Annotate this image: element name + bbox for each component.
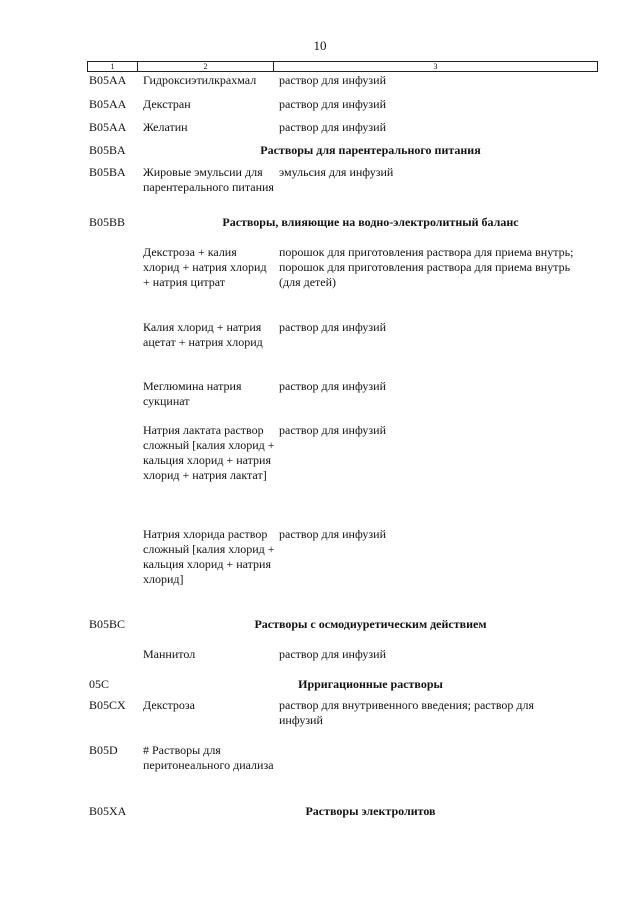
header-col-1: 1 <box>88 62 138 71</box>
dosage-form: раствор для инфузий <box>279 73 386 87</box>
section-title: Растворы для парентерального питания <box>260 143 481 157</box>
atc-code: B05D <box>89 743 118 757</box>
drug-name: # Растворы для перитонеального диализа <box>143 743 274 772</box>
page-number: 10 <box>313 38 327 53</box>
drug-name: Маннитол <box>143 647 196 661</box>
dosage-form: раствор для инфузий <box>279 379 386 393</box>
dosage-form: порошок для приготовления раствора для приема внутрь; порошок для приготовления раствора для приема внутрь (для детей) <box>279 245 574 289</box>
header-col-3: 3 <box>433 62 438 71</box>
atc-code: B05BB <box>89 215 126 229</box>
dosage-form: раствор для инфузий <box>279 120 386 134</box>
dosage-form: раствор для внутривенного введения; раствор для инфузий <box>279 698 535 727</box>
drug-name: Декстроза + калия хлорид + натрия хлорид + натрия цитрат <box>143 245 267 289</box>
dosage-form: раствор для инфузий <box>279 97 386 111</box>
drug-name: Меглюмина натрия сукцинат <box>143 379 242 408</box>
drug-name: Декстроза <box>143 698 195 712</box>
drug-name: Калия хлорид + натрия ацетат + натрия хлорид <box>143 320 263 349</box>
dosage-form: раствор для инфузий <box>279 527 386 541</box>
dosage-form: раствор для инфузий <box>279 320 386 334</box>
atc-code: B05BA <box>89 143 126 157</box>
dosage-form: раствор для инфузий <box>279 647 386 661</box>
atc-code: B05AA <box>89 97 127 111</box>
atc-code: B05BA <box>89 165 126 179</box>
drug-name: Жировые эмульсии для парентерального питания <box>143 165 274 194</box>
dosage-form: эмульсия для инфузий <box>279 165 394 179</box>
dosage-form: раствор для инфузий <box>279 423 386 437</box>
section-title: Растворы, влияющие на водно-электролитный баланс <box>222 215 519 229</box>
atc-code: B05AA <box>89 73 127 87</box>
drug-name: Натрия хлорида раствор сложный [калия хлорид + кальция хлорид + натрия хлорид] <box>143 527 275 586</box>
atc-code: B05BC <box>89 617 126 631</box>
drug-name: Желатин <box>143 120 188 134</box>
section-title: Растворы с осмодиуретическим действием <box>254 617 487 631</box>
header-col-2: 2 <box>138 62 274 71</box>
drug-name: Гидроксиэтилкрахмал <box>143 73 257 87</box>
section-title: Растворы электролитов <box>305 804 436 818</box>
atc-code: B05CX <box>89 698 126 712</box>
section-title: Ирригационные растворы <box>298 677 443 691</box>
drug-name: Натрия лактата раствор сложный [калия хлорид + кальция хлорид + натрия хлорид + натрия лактат] <box>143 423 275 482</box>
atc-code: 05C <box>89 677 110 691</box>
drug-name: Декстран <box>143 97 191 111</box>
atc-code: B05XA <box>89 804 127 818</box>
atc-code: B05AA <box>89 120 127 134</box>
